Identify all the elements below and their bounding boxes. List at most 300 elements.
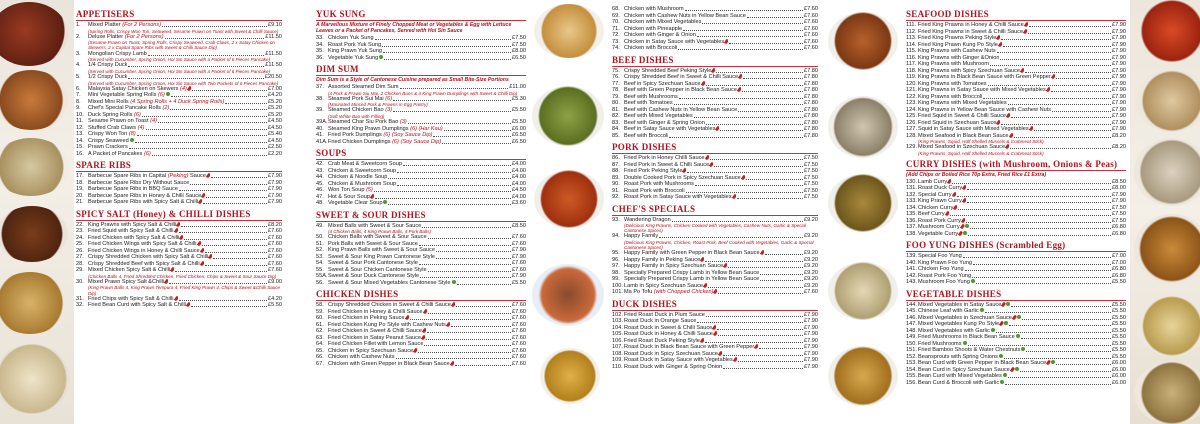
item-name-text: Fried Pork Peking Style (624, 168, 683, 174)
item-name-text: Ma Po Tofu (624, 289, 653, 296)
item-number: 136. (906, 217, 917, 224)
item-name-text: Crispy Shredded Beef with Spicy Salt & Chilli (88, 260, 200, 267)
item-name-text: Beef with Mushrooms (624, 93, 678, 100)
item-description: (King Prawn Balls 4, King Prawn Tempura 4, Fried King Prawn 4, Chips & Sweet &Chilli Sauce Dip) (88, 285, 281, 296)
dot-leader (169, 279, 267, 284)
menu-item (612, 194, 818, 201)
item-price: £7.60 (512, 308, 526, 315)
item-description: (4 Pork & Prawn Siu Mai, 2 Chicken Buns & 4 King Prawn Dumplings with Sweet & Chilli Dip) (328, 90, 518, 96)
item-price: £7.60 (804, 12, 818, 19)
chili-icon (737, 87, 741, 92)
menu-item (906, 231, 1126, 238)
dot-leader (1003, 42, 1111, 47)
item-name-text: Happy Family with Green Pepper in Black Bean Sauce (624, 250, 760, 257)
item-number: 141. (906, 266, 917, 273)
item-name (88, 199, 202, 206)
vegetarian-icon (452, 280, 456, 284)
food-photo (828, 262, 898, 320)
item-price: £7.90 (512, 273, 526, 280)
dot-leader (967, 198, 1111, 203)
item-number: 130. (906, 178, 917, 185)
dot-leader (728, 263, 803, 268)
dot-leader (419, 260, 511, 265)
item-price: £7.80 (804, 126, 818, 132)
item-number: 1. (76, 22, 81, 28)
item-name-text: Sweet & Sour Pork Cantonese Style (328, 260, 418, 267)
menu-item (316, 55, 526, 62)
vegetarian-icon (965, 224, 969, 228)
item-price: £7.90 (268, 173, 282, 180)
dot-leader (1021, 334, 1111, 339)
item-price: £7.90 (1112, 119, 1126, 126)
item-name (918, 231, 967, 238)
dot-leader (428, 309, 511, 314)
item-name-text: King Prawns with Cashew Nuts (918, 48, 996, 54)
item-name-text: Beef with Broccoli (624, 132, 669, 139)
food-photo (0, 138, 70, 196)
food-photo (1134, 138, 1200, 206)
menu-item-list (316, 302, 526, 367)
chili-icon (186, 302, 190, 307)
item-name (328, 55, 383, 62)
menu-item (316, 200, 526, 207)
item-name-text: Fried Pork in Sweet & Chilli Sauce (624, 161, 710, 168)
dot-leader (424, 341, 511, 346)
section-title: FOO YUNG DISHES (Scrambled Egg) (906, 239, 1126, 252)
dot-leader (996, 328, 1111, 333)
dot-leader (426, 335, 511, 340)
dot-leader (179, 228, 268, 233)
dot-leader (669, 133, 803, 138)
dot-leader (1056, 360, 1111, 365)
dot-leader (972, 273, 1111, 278)
item-description: (Served with Cucumber, Spring Onion, Hoi Sin Sauce with a Packet of 6 Pieces Pancake) (88, 57, 271, 63)
item-name-text: Sesame Prawn on Toast (88, 118, 149, 125)
menu-item-list (76, 222, 282, 309)
item-name-text: Mixed Vegetables Kung Po Style (918, 321, 1000, 328)
item-number: 49. (316, 222, 324, 229)
dot-leader (737, 194, 803, 199)
item-description: (Soft White Bao with Filling) (328, 113, 385, 119)
item-number: 123. (906, 100, 917, 106)
item-number: 95. (612, 250, 620, 257)
item-name-text: Beef with Ginger & Spring Onion (624, 119, 705, 126)
menu-item (612, 45, 818, 52)
chili-icon (199, 261, 203, 266)
chili-icon (740, 175, 744, 180)
item-price: £7.60 (512, 302, 526, 309)
item-name (918, 380, 1004, 387)
item-name-text: Roast Duck Curry (918, 185, 963, 192)
dot-leader (1034, 126, 1111, 131)
menu-item (612, 133, 818, 140)
item-number: 145. (906, 308, 917, 315)
item-price: £5.50 (512, 279, 526, 286)
item-number: 139. (906, 253, 917, 260)
food-photo (1136, 296, 1200, 356)
dot-leader (738, 357, 803, 362)
item-number: 129. (906, 144, 917, 151)
dot-leader (1011, 302, 1111, 307)
dot-leader (384, 55, 511, 60)
item-price: £4.20 (268, 295, 282, 302)
item-extra: (For 2 Persons) (122, 22, 162, 28)
chili-icon (700, 338, 704, 343)
item-extra: (6) (Soy Sauce Dip) (383, 132, 433, 139)
item-price: £8.20 (1112, 132, 1126, 139)
item-price: £7.90 (1112, 113, 1126, 119)
item-number: 25. (76, 241, 84, 248)
item-description: (Spring Rolls, Crispy Won Ton, Seaweed, Sesame Prawn on Toast with Sweet & Chilli Sauce) (88, 28, 279, 34)
chili-icon (712, 325, 716, 330)
dot-leader (184, 235, 267, 240)
item-name-text: Chicken Foo Yung (918, 266, 964, 273)
item-name-text: Mongolian Crispy Lamb (88, 50, 147, 57)
vegetarian-icon (379, 55, 383, 59)
dot-leader (760, 276, 803, 281)
food-photo (534, 4, 604, 58)
item-description: (King Prawns, Squid, Half Shelled Mussels & Crabmeat Stick) (918, 150, 1044, 156)
dot-leader (659, 233, 803, 238)
item-price: £7.60 (512, 240, 526, 247)
dot-leader (710, 155, 803, 160)
item-name-text: A Packet of Pancakes (88, 150, 143, 157)
dot-leader (1028, 29, 1111, 34)
dot-leader (720, 126, 803, 131)
item-name-text: King Prawns with Mushroom (918, 61, 989, 67)
chili-icon (951, 192, 955, 197)
section-note: A Marvellous Mixture of Finely Chopped Meat or Vegetables & Egg with Lettuce Leaves or a Packet of Pancakes, Served with Hoi Sin Sauce (316, 22, 512, 34)
item-name-text: Mushroom Curry (918, 224, 960, 231)
item-price: £7.80 (804, 87, 818, 93)
chili-icon (738, 74, 742, 79)
chili-icon (1010, 367, 1015, 372)
item-number: 70. (612, 19, 620, 25)
chili-icon (164, 279, 168, 284)
section-title: PORK DISHES (612, 141, 818, 154)
item-name-text: Chicken with Cashew Nuts in Yellow Bean Sauce (624, 12, 746, 19)
item-name-text: Sweet & Sour King Prawn Cantonese Style (328, 253, 435, 260)
menu-item-list (316, 84, 526, 145)
menu-item-list (612, 68, 818, 140)
dot-leader (137, 131, 267, 136)
item-price: £6.50 (512, 132, 526, 139)
item-number: 92. (612, 194, 620, 200)
item-number: 88. (612, 168, 620, 174)
item-name-text: Chicken with Pineapple (624, 25, 683, 32)
item-name (624, 289, 717, 296)
dot-leader (1022, 315, 1111, 320)
item-price: £7.60 (512, 234, 526, 241)
food-photo (0, 206, 68, 262)
item-number: 115. (906, 48, 917, 54)
item-number: 154. (906, 366, 917, 373)
item-number: 50. (316, 234, 324, 241)
item-name-text: Mixed Mini Rolls (88, 98, 129, 105)
item-name-text: Fried Chicken in Satay Peanut Sauce (328, 334, 421, 341)
dot-leader (393, 107, 511, 112)
item-name (624, 364, 722, 371)
chili-icon (713, 289, 717, 294)
item-number: 45. (316, 180, 324, 187)
item-name-text: Mixed Platter (88, 22, 121, 28)
dot-leader (419, 241, 511, 246)
item-number: 94. (612, 233, 620, 240)
item-name-text: Roast Duck with Ginger & Spring Onion (624, 363, 723, 370)
food-photo (828, 346, 898, 406)
item-number: 153. (906, 360, 917, 367)
item-name (624, 133, 668, 140)
dot-leader (171, 92, 267, 97)
item-name-text: Chinese Leaf with Garlic (918, 308, 979, 315)
item-number: 19. (76, 186, 84, 193)
dot-leader (679, 94, 803, 99)
dot-leader (674, 100, 803, 105)
vegetarian-icon (1006, 302, 1010, 306)
item-number: 36. (316, 54, 324, 61)
item-name-text: Steamed Char Siu Pork Bao (328, 119, 399, 126)
item-price: £7.60 (512, 266, 526, 273)
item-number: 69. (612, 12, 620, 19)
item-number: 133. (906, 198, 917, 205)
menu-column-1 (76, 6, 282, 420)
chili-icon (451, 302, 455, 307)
item-price: £7.90 (1112, 87, 1126, 93)
item-name-text: Roast Duck in Orange Sauce (624, 318, 697, 325)
item-price: £7.50 (1112, 211, 1126, 218)
chili-icon (731, 194, 735, 199)
item-number: 152. (906, 353, 917, 360)
menu-section (316, 147, 526, 207)
item-number: 79. (612, 93, 620, 100)
dot-leader (714, 162, 803, 167)
item-price: £9.20 (804, 282, 818, 289)
dot-leader (685, 6, 803, 11)
food-photo (828, 96, 898, 158)
item-extra: (6) (143, 150, 151, 157)
vegetarian-icon (166, 92, 170, 96)
dot-leader (397, 168, 511, 173)
dot-leader (687, 168, 803, 173)
item-number: 84. (612, 126, 620, 132)
chili-icon (962, 198, 966, 203)
dot-leader (135, 138, 267, 143)
vegetarian-icon (383, 200, 387, 204)
chili-icon (421, 335, 425, 340)
item-name-text: King Prawns with Spicy Szechuan Sauce (918, 67, 1020, 74)
food-photo (828, 12, 898, 70)
chili-icon (1024, 22, 1028, 27)
item-price: £5.50 (1112, 340, 1126, 347)
item-price: £7.90 (1112, 54, 1126, 61)
item-number: 156. (906, 379, 917, 386)
dot-leader (129, 144, 267, 149)
food-photo-strip-left (0, 0, 74, 424)
dot-leader (990, 61, 1111, 66)
dot-leader (747, 13, 803, 18)
item-number: 93. (612, 216, 620, 223)
item-number: 2. (76, 33, 81, 40)
food-photo (0, 2, 68, 66)
item-name-text: Chicken Balls with Sweet & Sour Sauce (328, 234, 427, 241)
item-name-text: King Prawn Foo Yung (918, 259, 973, 266)
item-name-text: Chicken & Noodle Soup (328, 174, 388, 181)
dot-leader (983, 94, 1111, 99)
item-price: £8.20 (1112, 144, 1126, 151)
dot-leader (717, 325, 803, 330)
chili-icon (199, 248, 203, 253)
menu-item (612, 364, 818, 371)
food-photo (0, 344, 70, 414)
chili-icon (208, 254, 212, 259)
item-name-text: Fried Chicken in Peking Sauce (328, 315, 405, 322)
item-number: 39A. (316, 119, 328, 126)
item-name-text: Sweet & Sour Duck Cantonese Style (328, 273, 420, 280)
dot-leader (760, 270, 803, 275)
dot-leader (683, 26, 803, 31)
chili-icon (713, 331, 717, 336)
item-number: 53. (316, 253, 324, 260)
dot-leader (976, 279, 1111, 284)
item-name-text: Duck Spring Rolls (88, 111, 133, 118)
item-name-text: Barbecue Spare Ribs in Honey & Chilli Sauce (88, 192, 202, 199)
item-name-text: Barbecue Spare Ribs with Spicy Salt & Chilli (88, 199, 199, 206)
dot-leader (165, 34, 265, 39)
dot-leader (170, 105, 267, 110)
item-number: 109. (612, 357, 623, 364)
item-number: 46. (316, 187, 324, 194)
item-price: £5.50 (1112, 321, 1126, 328)
item-name-text: Squid in Satay Sauce with Mixed Vegetables (918, 126, 1029, 132)
item-name-text: Chicken Yuk Sung (328, 35, 374, 41)
item-extra: (4) (150, 118, 157, 125)
item-number: 151. (906, 347, 917, 354)
dot-leader (967, 185, 1111, 190)
item-name-text: Chef's Special Pancake Rolls (88, 105, 161, 112)
item-price: £5.50 (268, 302, 282, 309)
item-price: £4.20 (268, 92, 282, 99)
item-name (328, 139, 441, 146)
dot-leader (1011, 113, 1111, 118)
food-photo (540, 348, 600, 404)
item-number: 66. (316, 354, 324, 361)
item-extra: (3) (399, 119, 407, 126)
chili-icon (682, 168, 686, 173)
dot-leader (128, 74, 263, 79)
section-title: SEAFOOD DISHES (906, 8, 1126, 21)
chili-icon (953, 205, 957, 210)
dot-leader (1029, 22, 1111, 27)
item-number: 24. (76, 234, 84, 241)
dot-leader (400, 84, 509, 89)
item-number: 52. (316, 247, 324, 254)
dot-leader (428, 267, 511, 272)
item-number: 42. (316, 161, 324, 168)
food-photo-strip-middle (528, 0, 608, 424)
item-price: £7.60 (512, 260, 526, 267)
item-number: 131. (906, 185, 917, 192)
chili-icon (724, 39, 728, 44)
item-number: 118. (906, 67, 917, 74)
menu-section (316, 288, 526, 367)
food-photo (1134, 214, 1200, 284)
dot-leader (706, 120, 803, 125)
dot-leader (1001, 35, 1111, 40)
item-number: 77. (612, 80, 620, 87)
dot-leader (1056, 74, 1111, 79)
chili-icon (709, 162, 713, 167)
item-name-text: Fried Chicken in Sweet & Chilli Sauce (328, 328, 422, 335)
item-price: £4.50 (512, 187, 526, 194)
item-price: £5.50 (1112, 334, 1126, 341)
item-number: 134. (906, 204, 917, 211)
item-price: £7.90 (1112, 48, 1126, 54)
item-price: £7.60 (268, 254, 282, 261)
item-price: £7.50 (804, 187, 818, 194)
item-number: 106. (612, 337, 623, 344)
item-name-text: Mixed Balls with Sweet & Sour Sauce (328, 222, 422, 229)
dot-leader (718, 289, 803, 294)
item-price: £7.80 (804, 113, 818, 119)
item-price: £8.00 (512, 48, 526, 54)
dot-leader (192, 86, 267, 91)
item-price: £4.50 (268, 124, 282, 131)
dot-leader (152, 151, 267, 156)
vegetarian-icon (1004, 321, 1008, 325)
item-name-text: Roast Duck in Spicy Szechuan Sauce (624, 350, 718, 357)
item-price: £4.50 (268, 118, 282, 125)
item-number: 28. (76, 260, 84, 267)
chili-icon (176, 222, 180, 227)
item-name-text: Crispy Shredded Chicken with Spicy Salt & Chilli (88, 254, 209, 261)
item-price: £7.90 (1112, 100, 1126, 106)
item-number: 48. (316, 200, 324, 207)
dot-leader (213, 254, 267, 259)
item-number: 108. (612, 350, 623, 357)
item-name-text: Fried King Prawns in Sweet & Chilli Sauce (918, 28, 1024, 35)
item-price: £5.20 (268, 98, 282, 105)
item-price: £7.60 (268, 234, 282, 241)
vegetarian-icon (963, 231, 967, 235)
item-number: 132. (906, 191, 917, 198)
item-price: £7.90 (1112, 80, 1126, 87)
item-number: 12. (76, 124, 84, 131)
item-name-text: Fried Chicken with Spicy Salt & Chilli (88, 234, 180, 241)
item-price: £5.50 (1112, 279, 1126, 286)
item-number: 7. (76, 92, 81, 99)
dot-leader (397, 181, 511, 186)
food-photo (532, 264, 604, 326)
item-name-text: King Prawns in Satay Sauce with Mixed Vegetables (918, 87, 1046, 93)
item-price: £3.60 (512, 200, 526, 207)
dot-leader (436, 254, 511, 259)
item-number: 96. (612, 256, 620, 263)
item-name-text: Roast Pork in Satay Sauce with Vegetables (624, 194, 732, 200)
item-price: £9.10 (268, 22, 282, 28)
item-name-text: Crab Meat & Sweetcorn Soup (328, 161, 402, 168)
item-price: £5.50 (512, 107, 526, 114)
dot-leader (1051, 87, 1111, 92)
dot-leader (383, 48, 511, 53)
item-name-text: Fried Chicken Fillet with Lemon Sauce (328, 341, 424, 348)
dot-leader (420, 273, 511, 278)
menu-item (906, 380, 1126, 387)
item-price: £6.50 (512, 138, 526, 145)
menu-item-list (316, 161, 526, 207)
item-price: £7.60 (512, 315, 526, 322)
vegetarian-icon (1017, 315, 1021, 319)
item-name-text: Fried Chicken in Honey & Chilli Sauce (328, 308, 423, 315)
